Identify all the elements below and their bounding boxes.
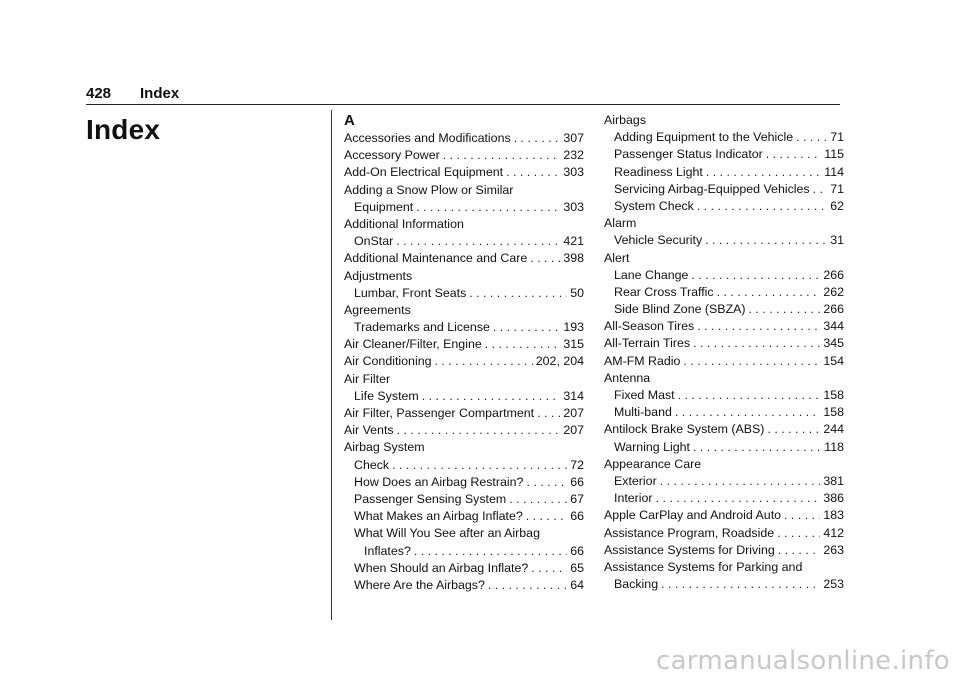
index-entry xyxy=(344,199,584,216)
index-entry xyxy=(344,353,584,370)
page-reference: 71 xyxy=(830,181,844,196)
dot-leader xyxy=(526,508,567,525)
index-entry-text: Lumbar, Front Seats xyxy=(354,285,467,300)
index-entry xyxy=(344,474,584,491)
page-reference: 421 xyxy=(563,234,584,249)
page-reference: 183 xyxy=(823,508,844,523)
page-reference: 114 xyxy=(824,164,844,179)
index-entry xyxy=(344,577,584,594)
index-entry xyxy=(344,319,584,336)
index-entry xyxy=(344,130,584,147)
index-entry xyxy=(344,457,584,474)
page-reference: 71 xyxy=(830,130,844,145)
dot-leader xyxy=(485,336,561,353)
dot-leader xyxy=(488,577,567,594)
page-reference: 303 xyxy=(563,199,584,214)
index-entry-text: Airbag System xyxy=(344,440,425,455)
index-entry xyxy=(344,147,584,164)
index-entry-text: Additional Information xyxy=(344,216,464,231)
index-entry xyxy=(344,405,584,422)
index-entry-text: Servicing Airbag-Equipped Vehicles xyxy=(614,181,810,196)
index-entry-text: Air Cleaner/Filter, Engine xyxy=(344,337,482,352)
index-entry xyxy=(344,388,584,405)
dot-leader xyxy=(777,525,820,542)
index-entry xyxy=(344,491,584,508)
index-entry-text: Interior xyxy=(614,491,653,506)
index-entry-text: What Makes an Airbag Inflate? xyxy=(354,509,523,524)
dot-leader xyxy=(531,560,567,577)
page-number: 428 xyxy=(86,85,112,102)
index-column-1 xyxy=(344,112,584,594)
index-entry-text: Adding a Snow Plow or Similar xyxy=(344,182,514,197)
index-entry xyxy=(604,335,844,352)
page-reference: 66 xyxy=(570,509,584,524)
page-reference: 266 xyxy=(823,302,844,317)
index-heading xyxy=(604,250,844,267)
index-entry-text: System Check xyxy=(614,198,694,213)
header-rule xyxy=(86,104,840,105)
index-entry-text: Readiness Light xyxy=(614,164,703,179)
dot-leader xyxy=(414,543,567,560)
index-entry-text: Adjustments xyxy=(344,268,413,283)
index-entry xyxy=(604,473,844,490)
dot-leader xyxy=(675,404,820,421)
index-heading xyxy=(604,559,844,576)
page-reference: 232 xyxy=(563,148,584,163)
index-entry-text: Check xyxy=(354,457,390,472)
index-entry xyxy=(604,232,844,249)
index-entry-text: Assistance Systems for Parking and xyxy=(604,559,803,574)
index-entry xyxy=(344,250,584,267)
dot-leader xyxy=(661,576,820,593)
dot-leader xyxy=(705,232,827,249)
dot-leader xyxy=(416,199,560,216)
dot-leader xyxy=(749,301,821,318)
index-entry-text: Apple CarPlay and Android Auto xyxy=(604,508,782,523)
page-reference: 62 xyxy=(830,198,844,213)
dot-leader xyxy=(678,387,821,404)
dot-leader xyxy=(514,130,561,147)
page-reference: 207 xyxy=(563,423,584,438)
index-entry-text: Vehicle Security xyxy=(614,233,703,248)
dot-leader xyxy=(656,490,821,507)
page-reference: 398 xyxy=(563,251,584,266)
index-entry-text: Assistance Systems for Driving xyxy=(604,542,775,557)
dot-leader xyxy=(397,422,561,439)
dot-leader xyxy=(469,285,567,302)
index-entry xyxy=(604,267,844,284)
page-reference: 72 xyxy=(570,457,584,472)
dot-leader xyxy=(660,473,821,490)
dot-leader xyxy=(767,421,820,438)
index-entry xyxy=(604,181,844,198)
index-entry-text: When Should an Airbag Inflate? xyxy=(354,560,529,575)
index-entry xyxy=(344,422,584,439)
index-entry-text: Accessories and Modifications xyxy=(344,131,511,145)
index-entry xyxy=(604,387,844,404)
page-reference: 50 xyxy=(570,285,584,300)
index-entry xyxy=(604,146,844,163)
page-reference: 344 xyxy=(823,319,844,334)
page-reference: 65 xyxy=(570,560,584,575)
index-entry xyxy=(604,542,844,559)
index-heading xyxy=(344,371,584,388)
index-entry-text: All-Terrain Tires xyxy=(604,336,691,351)
index-entry xyxy=(604,507,844,524)
index-entry-text: Life System xyxy=(354,388,419,403)
page-reference: 263 xyxy=(823,542,844,557)
index-entry xyxy=(604,490,844,507)
page-reference: 193 xyxy=(563,320,584,335)
page-reference: 381 xyxy=(823,473,844,488)
dot-leader xyxy=(766,146,821,163)
page-title: Index xyxy=(86,114,161,145)
index-entry-text: Alert xyxy=(604,250,630,265)
index-entry-text: Assistance Program, Roadside xyxy=(604,525,775,540)
page-reference: 244 xyxy=(823,422,844,437)
index-column-2 xyxy=(604,112,844,593)
page-reference: 307 xyxy=(563,131,584,145)
index-entry-text: Airbags xyxy=(604,113,647,127)
page-reference: 253 xyxy=(823,577,844,592)
page-reference: 202, 204 xyxy=(535,354,584,369)
dot-leader xyxy=(526,474,567,491)
index-entry-text: Air Filter xyxy=(344,371,391,386)
index-entry-text: Passenger Sensing System xyxy=(354,491,507,506)
index-entry-text: Additional Maintenance and Care xyxy=(344,251,528,266)
index-heading xyxy=(604,456,844,473)
index-entry xyxy=(604,198,844,215)
index-heading xyxy=(344,439,584,456)
index-entry-text: Side Blind Zone (SBZA) xyxy=(614,302,746,317)
index-entry-text: Equipment xyxy=(354,199,414,214)
index-entry-text: Inflates? xyxy=(364,543,411,558)
index-entry-text: Alarm xyxy=(604,216,637,231)
column-divider xyxy=(331,110,332,620)
index-heading xyxy=(344,525,584,542)
index-entry-text: What Will You See after an Airbag xyxy=(354,526,540,541)
page-reference: 303 xyxy=(563,165,584,180)
dot-leader xyxy=(422,388,561,405)
index-entry-text: Rear Cross Traffic xyxy=(614,284,714,299)
dot-leader xyxy=(506,164,560,181)
running-header-title: Index xyxy=(140,85,180,102)
index-entry-text: Multi-band xyxy=(614,405,672,420)
index-entry-text: Air Conditioning xyxy=(344,354,432,369)
index-entry-text: Fixed Mast xyxy=(614,388,675,402)
index-entry-text: Appearance Care xyxy=(604,456,702,471)
index-entry xyxy=(604,284,844,301)
index-entry-text: Air Vents xyxy=(344,423,394,438)
page-reference: 314 xyxy=(563,388,584,403)
page-reference: 158 xyxy=(823,388,844,402)
dot-leader xyxy=(693,439,821,456)
page-reference: 66 xyxy=(570,543,584,558)
index-entry-text: Lane Change xyxy=(614,267,689,282)
index-entry xyxy=(604,318,844,335)
dot-leader xyxy=(691,267,820,284)
index-entry xyxy=(604,439,844,456)
dot-leader xyxy=(396,233,560,250)
index-entry-text: Agreements xyxy=(344,302,411,317)
index-entry-text: Antenna xyxy=(604,370,651,385)
index-entry-text: Air Filter, Passenger Compartment xyxy=(344,406,535,420)
dot-leader xyxy=(509,491,567,508)
dot-leader xyxy=(493,319,560,336)
index-entry-text: Accessory Power xyxy=(344,148,440,163)
page-reference: 67 xyxy=(570,491,584,506)
dot-leader xyxy=(697,318,820,335)
index-entry xyxy=(344,336,584,353)
dot-leader xyxy=(813,181,828,198)
index-heading xyxy=(344,268,584,285)
dot-leader xyxy=(530,250,560,267)
index-entry-text: Where Are the Airbags? xyxy=(354,577,485,592)
index-entry xyxy=(604,525,844,542)
index-entry-text: AM-FM Radio xyxy=(604,353,681,368)
index-entry xyxy=(344,285,584,302)
index-entry xyxy=(344,543,584,560)
page-reference: 386 xyxy=(823,491,844,506)
page-reference: 266 xyxy=(823,267,844,282)
index-heading xyxy=(344,302,584,319)
page-reference: 31 xyxy=(830,233,844,248)
index-letter-heading: A xyxy=(344,112,355,129)
page-reference: 207 xyxy=(563,406,584,420)
watermark: carmanualsonline.info xyxy=(655,646,950,676)
index-entry-text: OnStar xyxy=(354,234,394,249)
page-reference: 66 xyxy=(570,474,584,489)
dot-leader xyxy=(796,129,827,146)
page-reference: 315 xyxy=(563,337,584,352)
dot-leader xyxy=(784,507,820,524)
dot-leader xyxy=(392,457,567,474)
index-heading xyxy=(604,215,844,232)
index-heading xyxy=(604,112,844,129)
index-entry-text: Antilock Brake System (ABS) xyxy=(604,422,765,437)
index-entry-text: Adding Equipment to the Vehicle xyxy=(614,130,794,145)
index-entry xyxy=(344,560,584,577)
page-reference: 345 xyxy=(823,336,844,351)
dot-leader xyxy=(706,164,821,181)
index-entry-text: Warning Light xyxy=(614,439,690,454)
dot-leader xyxy=(443,147,561,164)
index-entry xyxy=(604,353,844,370)
page-reference: 64 xyxy=(570,577,584,592)
dot-leader xyxy=(683,353,820,370)
index-entry xyxy=(344,508,584,525)
index-entry xyxy=(604,164,844,181)
dot-leader xyxy=(434,353,532,370)
index-entry-text: Passenger Status Indicator xyxy=(614,147,763,162)
index-heading xyxy=(344,216,584,233)
dot-leader xyxy=(693,335,820,352)
page-reference: 115 xyxy=(824,147,844,162)
dot-leader xyxy=(697,198,827,215)
page-reference: 412 xyxy=(823,525,844,540)
index-entry-text: Trademarks and License xyxy=(354,320,490,335)
index-heading xyxy=(344,182,584,199)
index-heading xyxy=(604,370,844,387)
index-entry xyxy=(344,233,584,250)
index-entry-text: Add-On Electrical Equipment xyxy=(344,165,504,180)
index-entry-text: Exterior xyxy=(614,473,657,488)
index-entry-text: Backing xyxy=(614,577,659,592)
index-entry xyxy=(604,301,844,318)
index-entry xyxy=(604,576,844,593)
index-entry xyxy=(604,404,844,421)
index-entry xyxy=(344,164,584,181)
page-reference: 118 xyxy=(824,439,844,454)
index-entry-text: All-Season Tires xyxy=(604,319,695,334)
index-entry-text: How Does an Airbag Restrain? xyxy=(354,474,524,489)
dot-leader xyxy=(717,284,821,301)
page-reference: 262 xyxy=(823,284,844,299)
page-reference: 158 xyxy=(823,405,844,420)
index-entry xyxy=(604,129,844,146)
page-reference: 154 xyxy=(823,353,844,368)
dot-leader xyxy=(778,542,821,559)
index-entry xyxy=(604,421,844,438)
dot-leader xyxy=(537,405,560,422)
